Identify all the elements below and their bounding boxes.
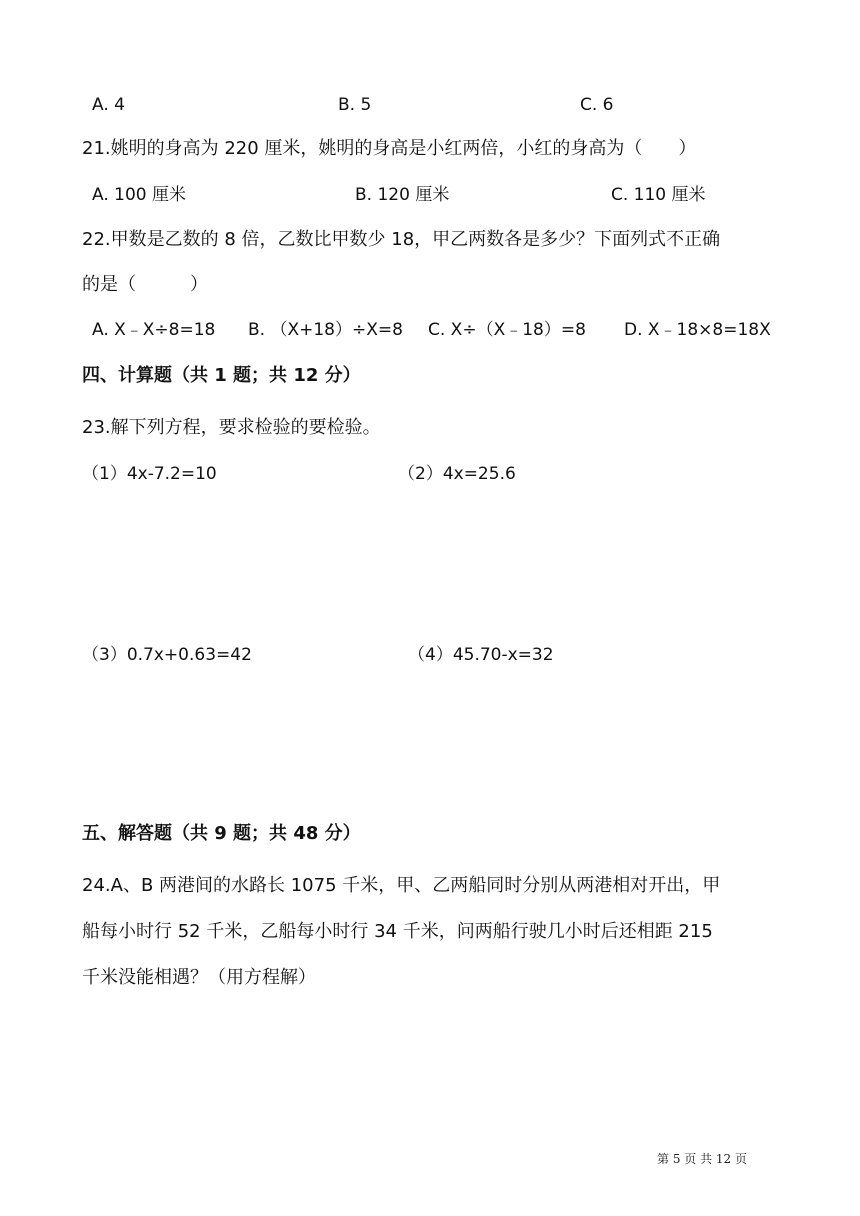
q21-option-b: B. 120 厘米 xyxy=(355,185,450,205)
q24-text-line2: 船每小时行 52 千米，乙船每小时行 34 千米，问两船行驶几小时后还相距 215 xyxy=(82,921,713,942)
q23-item-2: （2）4x=25.6 xyxy=(398,464,516,484)
page-number-footer: 第 5 页 共 12 页 xyxy=(657,1152,747,1166)
q23-item-4: （4）45.70-x=32 xyxy=(408,645,554,665)
q22-text-line2: 的是（ ） xyxy=(82,274,208,295)
q23-text: 23.解下列方程，要求检验的要检验。 xyxy=(82,417,381,438)
q20-option-c: C. 6 xyxy=(580,95,614,115)
q22-text-line1: 22.甲数是乙数的 8 倍，乙数比甲数少 18，甲乙两数各是多少？下面列式不正确 xyxy=(82,229,721,250)
section-4-heading: 四、计算题（共 1 题；共 12 分） xyxy=(82,365,361,386)
q22-option-b: B. （X+18）÷X=8 xyxy=(248,320,403,340)
q24-text-line1: 24.A、B 两港间的水路长 1075 千米，甲、乙两船同时分别从两港相对开出，甲 xyxy=(82,875,721,896)
q21-text: 21.姚明的身高为 220 厘米，姚明的身高是小红两倍，小红的身高为（ ） xyxy=(82,138,697,159)
q20-option-a: A. 4 xyxy=(92,95,125,115)
q22-option-d: D. X﹣18×8=18X xyxy=(624,320,771,340)
q22-option-a: A. X﹣X÷8=18 xyxy=(92,320,216,340)
q21-option-c: C. 110 厘米 xyxy=(611,185,706,205)
q22-option-c: C. X÷（X﹣18）=8 xyxy=(428,320,586,340)
section-5-heading: 五、解答题（共 9 题；共 48 分） xyxy=(82,823,361,844)
q21-option-a: A. 100 厘米 xyxy=(92,185,186,205)
q20-option-b: B. 5 xyxy=(338,95,372,115)
q23-item-1: （1）4x-7.2=10 xyxy=(82,464,217,484)
q24-text-line3: 千米没能相遇？（用方程解） xyxy=(82,967,316,988)
q23-item-3: （3）0.7x+0.63=42 xyxy=(82,645,252,665)
